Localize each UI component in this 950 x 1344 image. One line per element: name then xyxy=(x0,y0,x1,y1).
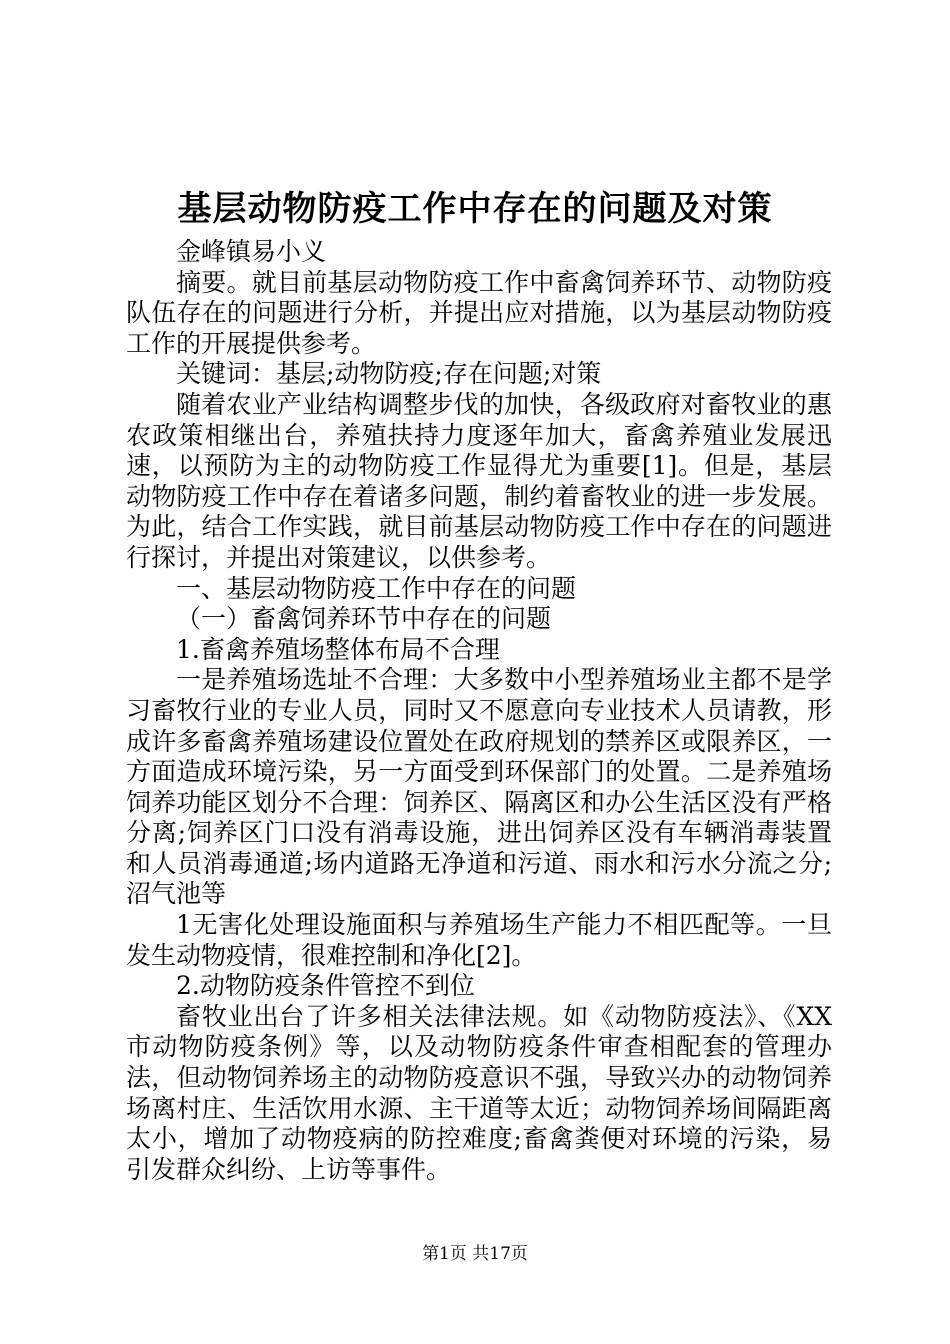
item-heading-2: 2.动物防疫条件管控不到位 xyxy=(176,971,475,1001)
section-heading-1: 一、基层动物防疫工作中存在的问题 xyxy=(176,573,577,603)
body-paragraph: 一是养殖场选址不合理：大多数中小型养殖场业主都不是学习畜牧行业的专业人员，同时又不愿意向专业技术人员请教，形成许多畜禽养殖场建设位置处在政府规划的禁养区或限养区，一方面造成环境污染，另一方面受到环保部门的处置。二是养殖场饲养功能区划分不合理：饲养区、隔离区和办公生活区没有严格分离;饲养区门口没有消毒设施，进出饲养区没有车辆消毒装置和人员消毒通道;场内道路无净道和污道、雨水和污水分流之分;沼气池等 xyxy=(126,665,832,909)
abstract-paragraph: 摘要。就目前基层动物防疫工作中畜禽饲养环节、动物防疫队伍存在的问题进行分析，并提出应对措施，以为基层动物防疫工作的开展提供参考。 xyxy=(126,267,832,358)
document-title: 基层动物防疫工作中存在的问题及对策 xyxy=(177,189,773,229)
intro-paragraph: 随着农业产业结构调整步伐的加快，各级政府对畜牧业的惠农政策相继出台，养殖扶持力度逐年加大，畜禽养殖业发展迅速，以预防为主的动物防疫工作显得尤为重要[1]。但是，基层动物防疫工作中存在着诸多问题，制约着畜牧业的进一步发展。为此，结合工作实践，就目前基层动物防疫工作中存在的问题进行探讨，并提出对策建议，以供参考。 xyxy=(126,389,832,572)
item-heading-1: 1.畜禽养殖场整体布局不合理 xyxy=(176,634,500,664)
page-indicator: 第1页 共17页 xyxy=(422,1244,528,1264)
keywords-line: 关键词：基层;动物防疫;存在问题;对策 xyxy=(176,359,602,389)
author-line: 金峰镇易小义 xyxy=(176,237,327,266)
body-paragraph: 畜牧业出台了许多相关法律法规。如《动物防疫法》、《XX市动物防疫条例》等，以及动物防疫条件审查相配套的管理办法，但动物饲养场主的动物防疫意识不强，导致兴办的动物饲养场离村庄、生活饮用水源、主干道等太近；动物饲养场间隔距离太小，增加了动物疫病的防控难度;畜禽粪便对环境的污染，易引发群众纠纷、上访等事件。 xyxy=(126,1001,832,1184)
document-body xyxy=(126,237,832,1185)
subsection-heading-1: （一）畜禽饲养环节中存在的问题 xyxy=(176,604,552,634)
body-paragraph: 1无害化处理设施面积与养殖场生产能力不相匹配等。一旦发生动物疫情，很难控制和净化[2]。 xyxy=(126,910,832,970)
